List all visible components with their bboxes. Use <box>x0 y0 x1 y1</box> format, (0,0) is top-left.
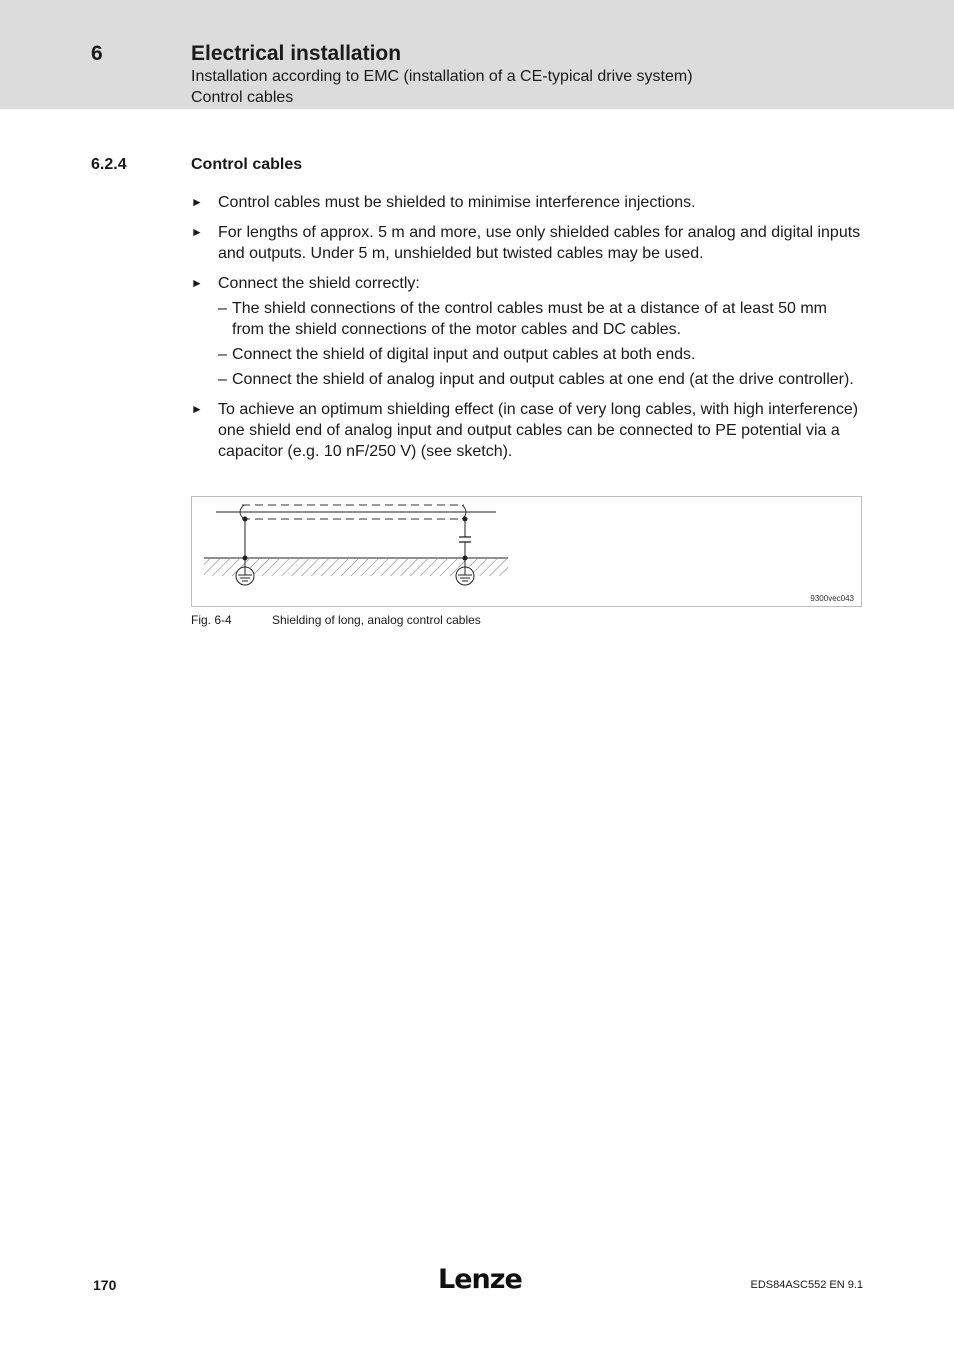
header-band <box>0 0 954 109</box>
dash-marker: – <box>218 346 227 363</box>
sub-list-item <box>218 298 861 340</box>
bullet-text: Control cables must be shielded to minimise interference injections. <box>218 194 696 211</box>
chapter-subtitle-2: Control cables <box>191 89 294 106</box>
bullet-text: Connect the shield correctly: <box>218 275 420 292</box>
page-number: 170 <box>93 1277 117 1293</box>
chapter-number: 6 <box>91 42 103 65</box>
bullet-text: To achieve an optimum shielding effect (in case of very long cables, with high interference) one shield end of analog input and output cables can be connected to PE potential via a capacitor (e.g. 10 nF/250 V) (see sketch). <box>218 401 859 460</box>
bullet-arrow-icon: ► <box>191 225 203 239</box>
sub-list-item <box>218 344 861 365</box>
bullet-arrow-icon: ► <box>191 276 203 290</box>
chapter-title: Electrical installation <box>191 42 402 65</box>
dash-marker: – <box>218 300 227 317</box>
figure-caption: Shielding of long, analog control cables <box>272 613 481 627</box>
sub-item-text: The shield connections of the control cables must be at a distance of at least 50 mm from the shield connections of the motor cables and DC cables. <box>232 300 827 338</box>
document-id: EDS84ASC552 EN 9.1 <box>750 1279 863 1291</box>
capacitor-icon <box>459 537 471 542</box>
body-content <box>191 192 861 471</box>
sub-item-text: Connect the shield of digital input and output cables at both ends. <box>232 346 696 363</box>
shielding-sketch <box>192 497 863 608</box>
bullet-arrow-icon: ► <box>191 402 203 416</box>
dash-marker: – <box>218 371 227 388</box>
bullet-text: For lengths of approx. 5 m and more, use only shielded cables for analog and digital inputs and outputs. Under 5 m, unshielded but twisted cables may be used. <box>218 224 861 262</box>
lenze-logo: Lenze <box>438 1264 522 1295</box>
figure-code: 9300vec043 <box>810 594 854 603</box>
figure-label: Fig. 6-4 <box>191 613 232 627</box>
sub-list <box>218 298 861 390</box>
section-title: Control cables <box>191 156 303 173</box>
bullet-item <box>191 192 861 213</box>
pe-ground-icon-left <box>236 567 254 585</box>
section-number: 6.2.4 <box>91 156 127 173</box>
bullet-item <box>191 222 861 264</box>
figure-box <box>191 496 862 607</box>
bullet-item <box>191 273 861 390</box>
sub-item-text: Connect the shield of analog input and output cables at one end (at the drive controller). <box>232 371 854 388</box>
pe-ground-icon-right <box>456 567 474 585</box>
bullet-item <box>191 399 861 462</box>
bullet-arrow-icon: ► <box>191 195 203 209</box>
chapter-subtitle: Installation according to EMC (installation of a CE-typical drive system) <box>191 68 693 85</box>
sub-list-item <box>218 369 861 390</box>
